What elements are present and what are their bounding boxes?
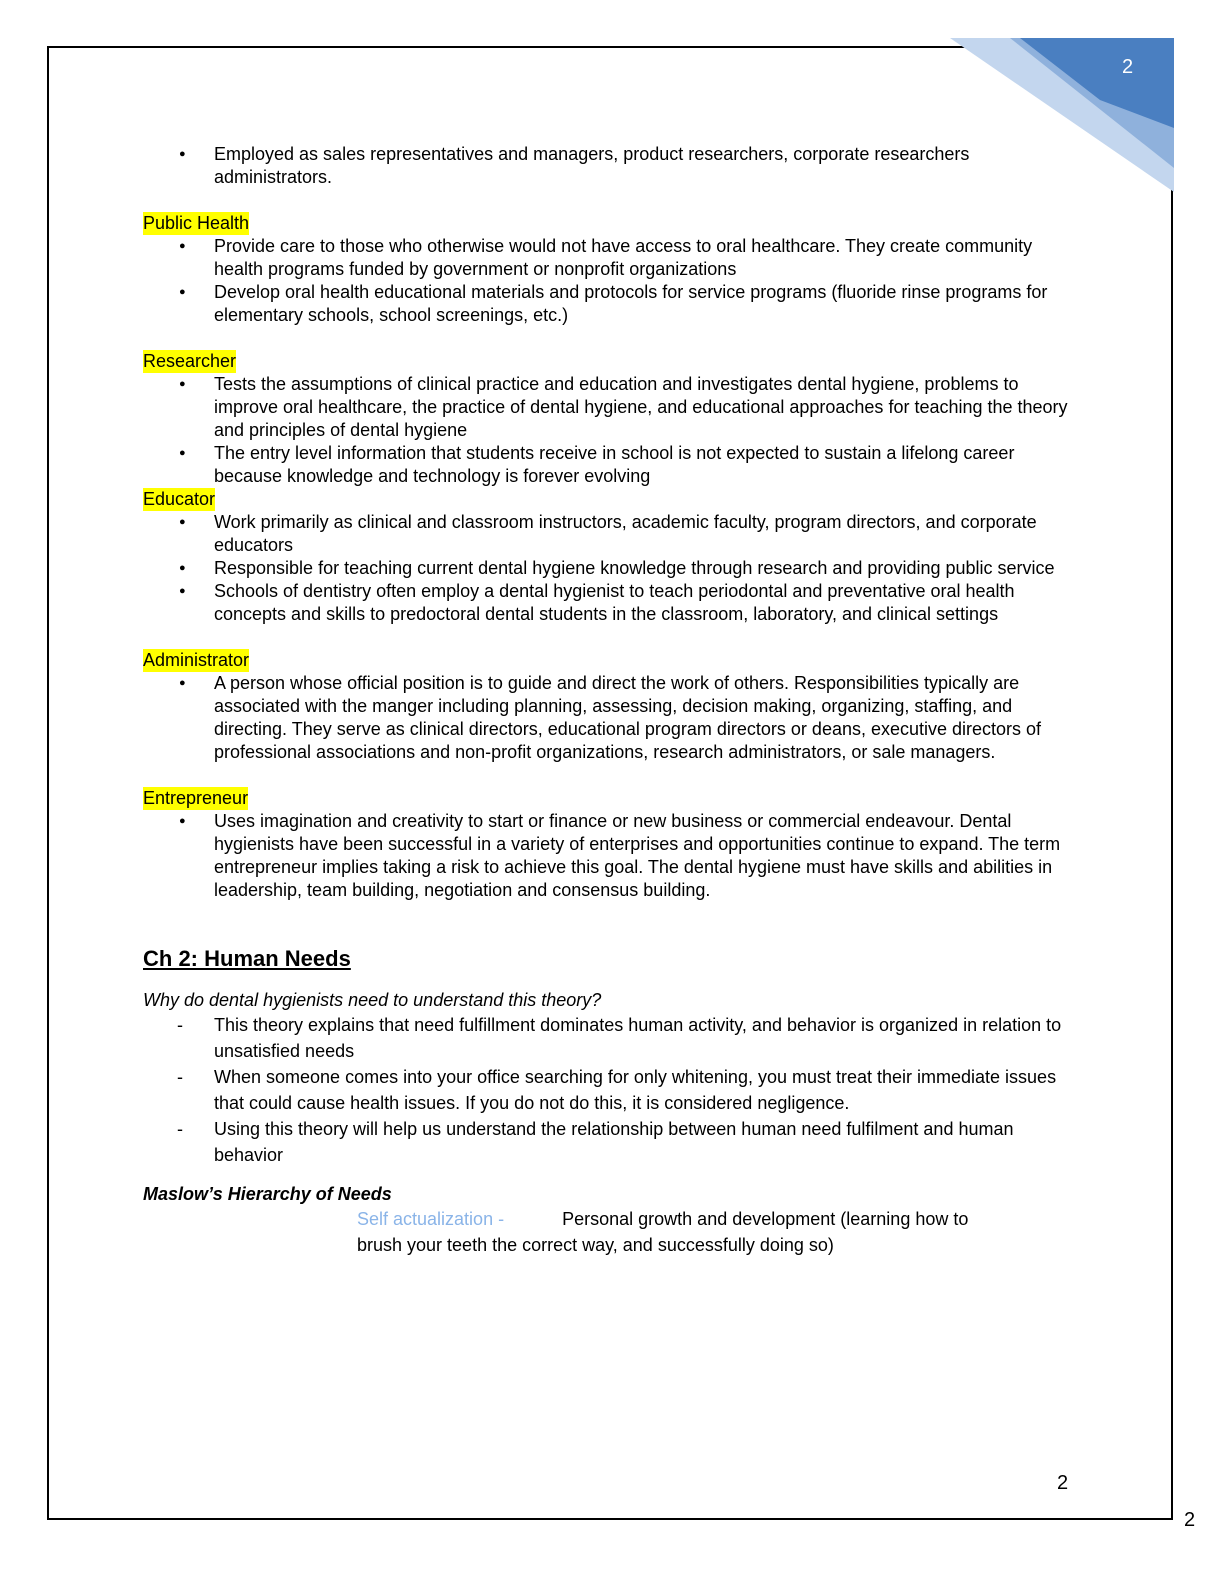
section-entrepreneur	[143, 787, 1073, 902]
section-public-health	[143, 212, 1073, 327]
dash-item: - This theory explains that need fulfillment dominates human activity, and behavior is organized in relation to unsatisfied needs	[143, 1012, 1073, 1064]
maslow-heading: Maslow’s Hierarchy of Needs	[143, 1184, 392, 1204]
bullet-item: ● Tests the assumptions of clinical practice and education and investigates dental hygiene, problems to improve oral healthcare, the practice of dental hygiene, and educational approaches for teaching the theory and principles of dental hygiene	[143, 373, 1073, 442]
section-heading: Administrator	[143, 650, 250, 670]
section-bullets	[143, 810, 1073, 902]
section-administrator	[143, 649, 1073, 764]
maslow-row	[357, 1206, 1017, 1258]
bullet-item: ● Provide care to those who otherwise would not have access to oral healthcare. They create community health programs funded by government or nonprofit organizations	[143, 235, 1073, 281]
outer-page-number: 2	[1184, 1509, 1196, 1531]
bullet-item: ● The entry level information that students receive in school is not expected to sustain a lifelong career because knowledge and technology is forever evolving	[143, 442, 1073, 488]
section-heading: Entrepreneur	[143, 788, 249, 808]
section-educator	[143, 488, 1073, 626]
section-bullets	[143, 235, 1073, 327]
bullet-item: ● Work primarily as clinical and classroom instructors, academic faculty, program directors, and corporate educators	[143, 511, 1073, 557]
bullet-item: ● Schools of dentistry often employ a dental hygienist to teach periodontal and preventative oral health concepts and skills to predoctoral dental students in the classroom, laboratory, and clinical settings	[143, 580, 1073, 626]
bullet-item: ● A person whose official position is to guide and direct the work of others. Responsibilities typically are associated with the manger including planning, assessing, decision making, organizing, staffing, and directing. They serve as clinical directors, educational program directors or deans, executive directors of professional associations and non-profit organizations, research administrators, or sale managers.	[143, 672, 1073, 764]
section-researcher	[143, 350, 1073, 488]
section-bullets	[143, 672, 1073, 764]
chapter-points	[143, 1012, 1073, 1168]
intro-list	[143, 143, 1073, 189]
document-body	[143, 143, 1073, 1258]
section-bullets	[143, 511, 1073, 626]
footer-page-number: 2	[1057, 1472, 1069, 1494]
header-page-number: 2	[1122, 56, 1134, 78]
maslow-dash: -	[498, 1209, 505, 1229]
career-sections	[143, 212, 1073, 902]
maslow-term: Self actualization	[357, 1209, 494, 1229]
chapter-question: Why do dental hygienists need to understand this theory?	[143, 990, 602, 1010]
section-heading: Public Health	[143, 213, 250, 233]
section-heading: Researcher	[143, 351, 237, 371]
dash-item: - When someone comes into your office searching for only whitening, you must treat their immediate issues that could cause health issues. If you do not do this, it is considered negligence.	[143, 1064, 1073, 1116]
bullet-item: ● Develop oral health educational materials and protocols for service programs (fluoride rinse programs for elementary schools, school screenings, etc.)	[143, 281, 1073, 327]
intro-bullet-item: ● Employed as sales representatives and managers, product researchers, corporate researchers administrators.	[143, 143, 1073, 189]
chapter-title: Ch 2: Human Needs	[143, 946, 351, 971]
dash-item: - Using this theory will help us understand the relationship between human need fulfilment and human behavior	[143, 1116, 1073, 1168]
section-bullets	[143, 373, 1073, 488]
maslow-description: Personal growth and development (learning how to brush your teeth the correct way, and successfully doing so)	[357, 1209, 969, 1255]
bullet-item: ● Uses imagination and creativity to start or finance or new business or commercial endeavour. Dental hygienists have been successful in a variety of enterprises and opportunities continue to expand. The term entrepreneur implies taking a risk to achieve this goal. The dental hygiene must have skills and abilities in leadership, team building, negotiation and consensus building.	[143, 810, 1073, 902]
bullet-item: ● Responsible for teaching current dental hygiene knowledge through research and providing public service	[143, 557, 1073, 580]
section-heading: Educator	[143, 489, 216, 509]
